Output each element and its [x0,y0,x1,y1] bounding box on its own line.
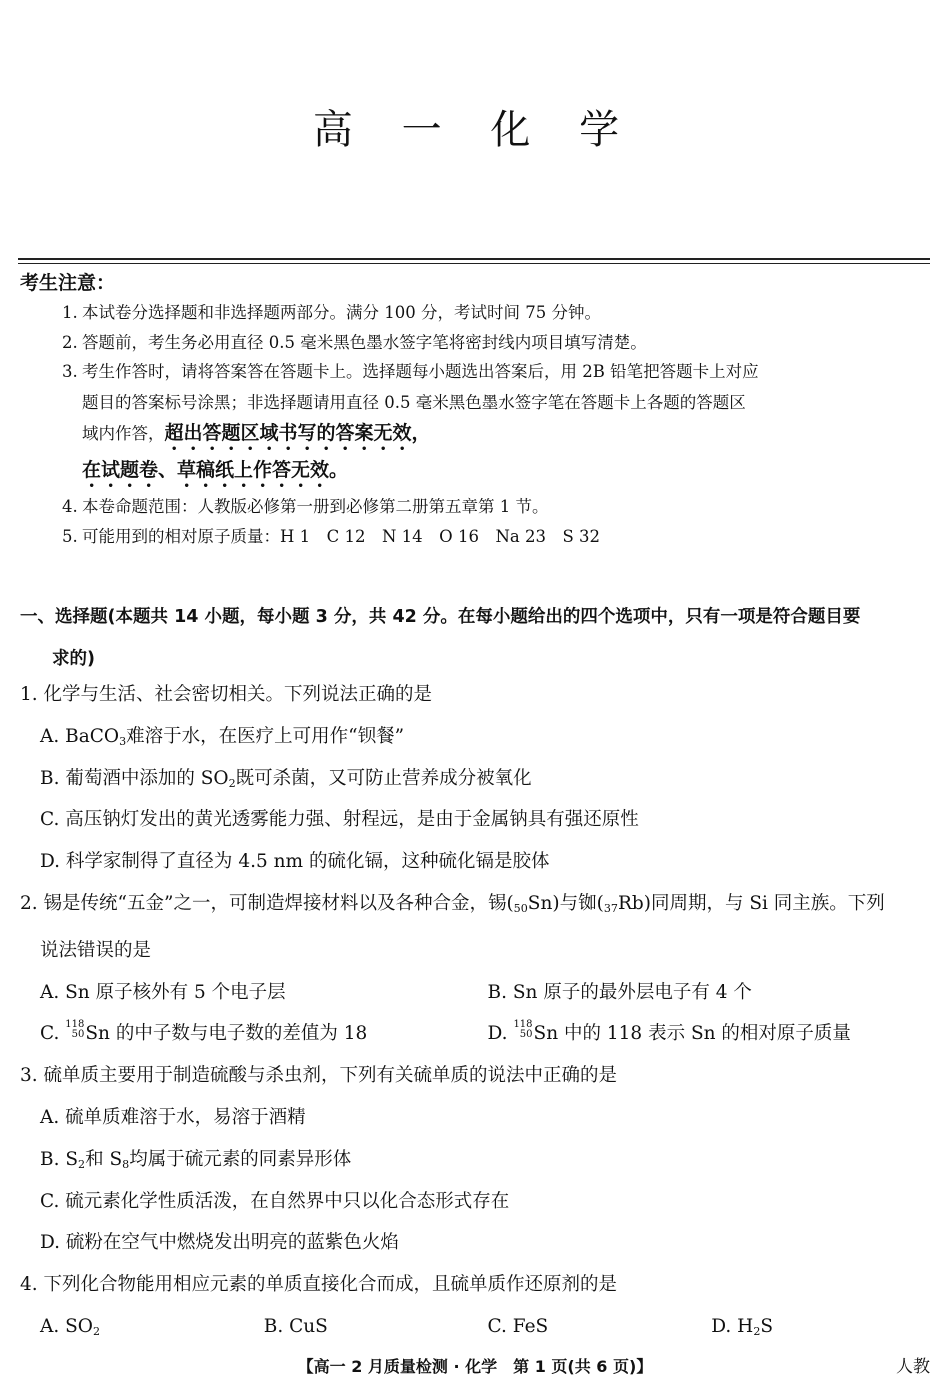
question-1-option-b: B. 葡萄酒中添加的 $SO_2$既可杀菌，又可防止营养成分被氧化 [40,767,532,790]
question-4-option-d: D. $H_2S$ [711,1315,774,1338]
question-1-option-d: D. 科学家制得了直径为 4.5 nm 的硫化镉，这种硫化镉是胶体 [40,851,550,873]
header-divider-thin [18,263,930,264]
notice-heading: 考生注意： [20,272,116,294]
question-2-option-b: B. Sn 原子的最外层电子有 4 个 [487,981,752,1003]
header-divider [18,258,930,260]
question-2-options-cd [20,1013,935,1055]
isotope-notation: 118 50 [65,1019,85,1041]
isotope-notation: 118 50 [513,1019,533,1041]
notice-list [62,298,762,551]
question-3-stem: 3. 硫单质主要用于制造硫酸与杀虫剂，下列有关硫单质的说法中正确的是 [20,1065,618,1087]
question-3-option-a: A. 硫单质难溶于水，易溶于酒精 [40,1106,306,1128]
notice-item-4: 4. 本卷命题范围：人教版必修第一册到必修第二册第五章第 1 节。 [62,497,549,516]
question-2-stem: 2. 锡是传统“五金”之一，可制造焊接材料以及各种合金，锡(50Sn)与铷(37Rb)同周期，与 Si 同主族。下列 [20,892,885,915]
footer-publisher: 人教 [896,1357,930,1377]
section-heading: 一、选择题(本题共 14 小题，每小题 3 分，共 42 分。在每小题给出的四个选项中，只有一项是符合题目要 求的) [20,607,861,669]
question-2-options-ab [20,972,935,1014]
question-2-option-a: A. Sn 原子核外有 5 个电子层 [40,981,286,1003]
question-4-option-a: A. $SO_2$ [40,1315,101,1338]
question-2-option-c: C. 118 50 Sn 的中子数与电子数的差值为 18 [40,1019,368,1045]
notice-item-1: 1. 本试卷分选择题和非选择题两部分。满分 100 分，考试时间 75 分钟。 [62,303,601,322]
question-3-option-d: D. 硫粉在空气中燃烧发出明亮的蓝紫色火焰 [40,1232,399,1254]
emphasis-text-2: 在试题卷、草稿纸上作答无效。 [82,459,349,481]
question-4-option-c: C. FeS [487,1315,549,1337]
page-title: 高 一 化 学 [312,107,638,153]
question-4-options [20,1306,935,1348]
question-1-stem: 1. 化学与生活、社会密切相关。下列说法正确的是 [20,684,433,705]
question-list [20,674,935,1348]
question-2-option-d: D. 118 50 Sn 中的 118 表示 Sn 的相对原子质量 [487,1019,851,1045]
emphasis-text-1: 超出答题区域书写的答案无效， [164,422,431,444]
question-1-option-c: C. 高压钠灯发出的黄光透雾能力强、射程远，是由于金属钠具有强还原性 [40,809,639,831]
notice-item-3: 3. 考生作答时，请将答案答在答题卡上。选择题每小题选出答案后，用 2B 铅笔把答题卡上对应题目的答案标号涂黑；非选择题请用直径 0.5 毫米黑色墨水签字笔在答题卡上各题的答题区域内作答，超出答题区域书写的答案无效， 在试题卷、草稿纸上作答无效。 [62,357,762,492]
question-1-option-a: A. BaCO$_3$难溶于水，在医疗上可用作“钡餐” [40,725,405,748]
question-4-option-b: B. CuS [263,1315,328,1337]
notice-item-2: 2. 答题前，考生务必用直径 0.5 毫米黑色墨水签字笔将密封线内项目填写清楚。 [62,332,647,352]
question-3-option-c: C. 硫元素化学性质活泼，在自然界中只以化合态形式存在 [40,1190,510,1212]
notice-item-5: 5. 可能用到的相对原子质量：H 1 C 12 N 14 O 16 Na 23 S 32 [62,526,601,546]
question-4-stem: 4. 下列化合物能用相应元素的单质直接化合而成，且硫单质作还原剂的是 [20,1274,618,1296]
question-2-stem-cont: 说法错误的是 [40,939,152,961]
footer-page-info: 【高一 2 月质量检测 · 化学 第 1 页(共 6 页)】 [297,1357,653,1376]
page-footer [0,1352,950,1382]
question-3-option-b: B. $S_2$和 $S_8$均属于硫元素的同素异形体 [40,1148,352,1171]
